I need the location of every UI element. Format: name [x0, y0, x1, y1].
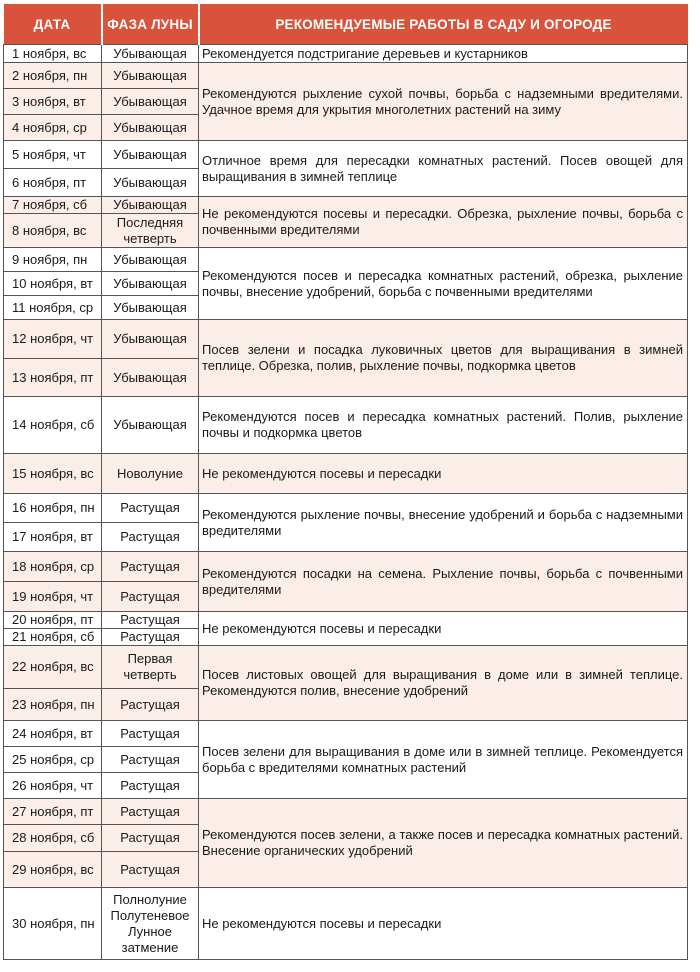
phase-cell: Растущая [102, 494, 199, 523]
table-row [4, 612, 688, 629]
phase-cell: Новолуние [102, 454, 199, 494]
phase-cell: Убывающая [102, 359, 199, 397]
table-row [4, 552, 688, 582]
phase-cell: Растущая [102, 582, 199, 612]
phase-cell: Первая четверть [102, 646, 199, 689]
work-cell: Рекомендуется подстригание деревьев и кустарников [199, 45, 688, 63]
date-cell: 21 ноября, сб [4, 629, 102, 646]
lunar-calendar [3, 4, 687, 960]
work-cell: Отличное время для пересадки комнатных растений. Посев овощей для выращивания в зимней теплице [199, 141, 688, 197]
phase-cell: Убывающая [102, 272, 199, 296]
phase-cell: Растущая [102, 612, 199, 629]
phase-cell: Последняя четверть [102, 214, 199, 248]
work-cell: Рекомендуются посадки на семена. Рыхление почвы, борьба с почвенными вредителями [199, 552, 688, 612]
phase-cell: Растущая [102, 552, 199, 582]
phase-cell: Убывающая [102, 197, 199, 214]
date-cell: 20 ноября, пт [4, 612, 102, 629]
phase-cell: Растущая [102, 852, 199, 888]
work-cell: Рекомендуются посев и пересадка комнатных растений, обрезка, рыхление почвы, внесение удобрений, борьба с почвенными вредителями [199, 248, 688, 320]
work-cell: Не рекомендуются посевы и пересадки [199, 454, 688, 494]
header-recommended-works: РЕКОМЕНДУЕМЫЕ РАБОТЫ В САДУ И ОГОРОДЕ [199, 4, 688, 45]
phase-cell: Убывающая [102, 169, 199, 197]
phase-cell: Растущая [102, 523, 199, 552]
date-cell: 13 ноября, пт [4, 359, 102, 397]
phase-cell: Растущая [102, 825, 199, 852]
work-cell: Посев зелени и посадка луковичных цветов для выращивания в зимней теплице. Обрезка, полив, рыхление почвы, подкормка цветов [199, 320, 688, 397]
table-row [4, 197, 688, 214]
date-cell: 30 ноября, пн [4, 888, 102, 960]
phase-cell: Растущая [102, 629, 199, 646]
work-cell: Рекомендуются рыхление сухой почвы, борьба с надземными вредителями. Удачное время для укрытия многолетних растений на зиму [199, 63, 688, 141]
work-cell: Посев зелени для выращивания в доме или в зимней теплице. Рекомендуется борьба с вредителями комнатных растений [199, 721, 688, 799]
phase-cell: Убывающая [102, 141, 199, 169]
date-cell: 10 ноября, вт [4, 272, 102, 296]
phase-cell: Убывающая [102, 296, 199, 320]
date-cell: 23 ноября, пн [4, 689, 102, 721]
date-cell: 7 ноября, сб [4, 197, 102, 214]
date-cell: 3 ноября, вт [4, 89, 102, 115]
phase-cell: Убывающая [102, 45, 199, 63]
work-cell: Не рекомендуются посевы и пересадки. Обрезка, рыхление почвы, борьба с почвенными вредителями [199, 197, 688, 248]
phase-cell: Растущая [102, 773, 199, 799]
table-row [4, 888, 688, 960]
table-row [4, 494, 688, 523]
table-row [4, 320, 688, 359]
table-row [4, 646, 688, 689]
work-cell: Рекомендуются посев зелени, а также посев и пересадка комнатных растений. Внесение органических удобрений [199, 799, 688, 888]
date-cell: 25 ноября, ср [4, 747, 102, 773]
work-cell: Не рекомендуются посевы и пересадки [199, 612, 688, 646]
date-cell: 28 ноября, сб [4, 825, 102, 852]
phase-cell: Убывающая [102, 115, 199, 141]
date-cell: 22 ноября, вс [4, 646, 102, 689]
phase-cell: Убывающая [102, 397, 199, 454]
date-cell: 27 ноября, пт [4, 799, 102, 825]
date-cell: 15 ноября, вс [4, 454, 102, 494]
date-cell: 14 ноября, сб [4, 397, 102, 454]
date-cell: 5 ноября, чт [4, 141, 102, 169]
date-cell: 26 ноября, чт [4, 773, 102, 799]
table-row [4, 721, 688, 747]
table-row [4, 141, 688, 169]
header-date: ДАТА [4, 4, 102, 45]
table-row [4, 454, 688, 494]
header-moon-phase: ФАЗА ЛУНЫ [102, 4, 199, 45]
phase-cell: Растущая [102, 799, 199, 825]
date-cell: 2 ноября, пн [4, 63, 102, 89]
table-row [4, 45, 688, 63]
work-cell: Рекомендуются посев и пересадка комнатных растений. Полив, рыхление почвы и подкормка цветов [199, 397, 688, 454]
date-cell: 16 ноября, пн [4, 494, 102, 523]
date-cell: 8 ноября, вс [4, 214, 102, 248]
date-cell: 19 ноября, чт [4, 582, 102, 612]
date-cell: 6 ноября, пт [4, 169, 102, 197]
phase-cell: Полнолуние Полутеневое Лунное затмение [102, 888, 199, 960]
phase-cell: Растущая [102, 689, 199, 721]
date-cell: 17 ноября, вт [4, 523, 102, 552]
date-cell: 24 ноября, вт [4, 721, 102, 747]
work-cell: Рекомендуются рыхление почвы, внесение удобрений и борьба с надземными вредителями [199, 494, 688, 552]
date-cell: 1 ноября, вс [4, 45, 102, 63]
phase-cell: Убывающая [102, 248, 199, 272]
phase-cell: Убывающая [102, 63, 199, 89]
date-cell: 11 ноября, ср [4, 296, 102, 320]
table-header-row [4, 4, 688, 45]
date-cell: 12 ноября, чт [4, 320, 102, 359]
table-row [4, 397, 688, 454]
work-cell: Посев листовых овощей для выращивания в доме или в зимней теплице. Рекомендуются полив, внесение удобрений [199, 646, 688, 721]
phase-cell: Растущая [102, 721, 199, 747]
phase-cell: Убывающая [102, 320, 199, 359]
table-row [4, 248, 688, 272]
date-cell: 29 ноября, вс [4, 852, 102, 888]
phase-cell: Растущая [102, 747, 199, 773]
table-row [4, 799, 688, 825]
phase-cell: Убывающая [102, 89, 199, 115]
work-cell: Не рекомендуются посевы и пересадки [199, 888, 688, 960]
date-cell: 4 ноября, ср [4, 115, 102, 141]
date-cell: 18 ноября, ср [4, 552, 102, 582]
table-row [4, 63, 688, 89]
date-cell: 9 ноября, пн [4, 248, 102, 272]
garden-works-table [3, 4, 688, 960]
